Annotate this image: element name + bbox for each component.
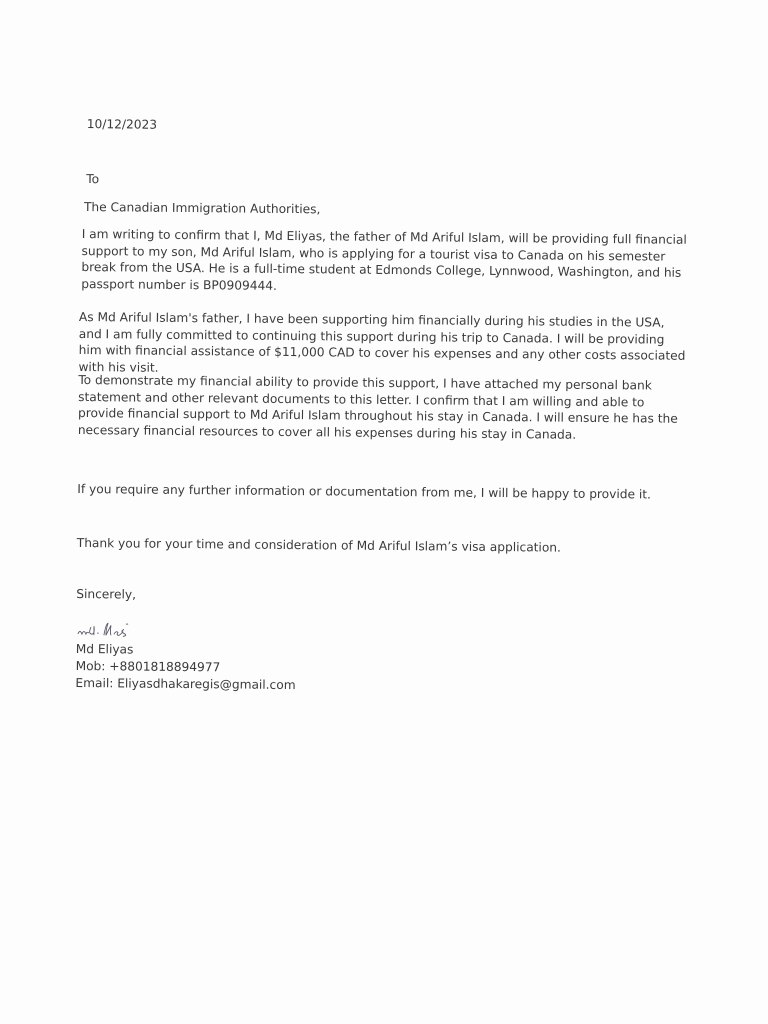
- paragraph-thanks: Thank you for your time and consideration of Md Ariful Islam’s visa application.: [76, 535, 561, 555]
- paragraph-further-info: If you require any further information or documentation from me, I will be happy to provide it.: [77, 481, 651, 502]
- handwritten-signature: [76, 615, 146, 642]
- letter-body: [75, 0, 691, 693]
- to-label: To: [86, 172, 100, 187]
- closing: Sincerely,: [76, 586, 137, 602]
- signer-block: [75, 641, 296, 694]
- signer-email: Email: Eliyasdhakaregis@gmail.com: [75, 675, 296, 693]
- paragraph-financial-support: I am writing to confirm that I, Md Eliyas, the father of Md Ariful Islam, will be providing full financial support to my son, Md Ariful Islam, who is applying for a tourist visa to Canada on his semester break from the USA. He is a full-time student at Edmonds College, Lynnwood, Washington, and his passport number is BP0909444.: [81, 227, 691, 293]
- signer-mobile: Mob: +8801818894977: [75, 658, 221, 675]
- recipient-line: The Canadian Immigration Authorities,: [83, 200, 321, 217]
- letter-date: 10/12/2023: [86, 117, 158, 132]
- paragraph-documents: To demonstrate my financial ability to provide this support, I have attached my personal bank statement and other relevant documents to this letter. I confirm that I am willing and able to provide financial support to Md Ariful Islam throughout his stay in Canada. I will ensure he has the necessary financial resources to cover all his expenses during his stay in Canada.: [77, 372, 682, 442]
- paragraph-commitment: As Md Ariful Islam's father, I have been supporting him financially during his studies in the USA, and I am fully committed to continuing this support during his trip to Canada. I will be providing him with financial assistance of $11,000 CAD to cover his expenses and any other costs associated with his visit.: [78, 309, 690, 375]
- signer-name: Md Eliyas: [75, 641, 134, 657]
